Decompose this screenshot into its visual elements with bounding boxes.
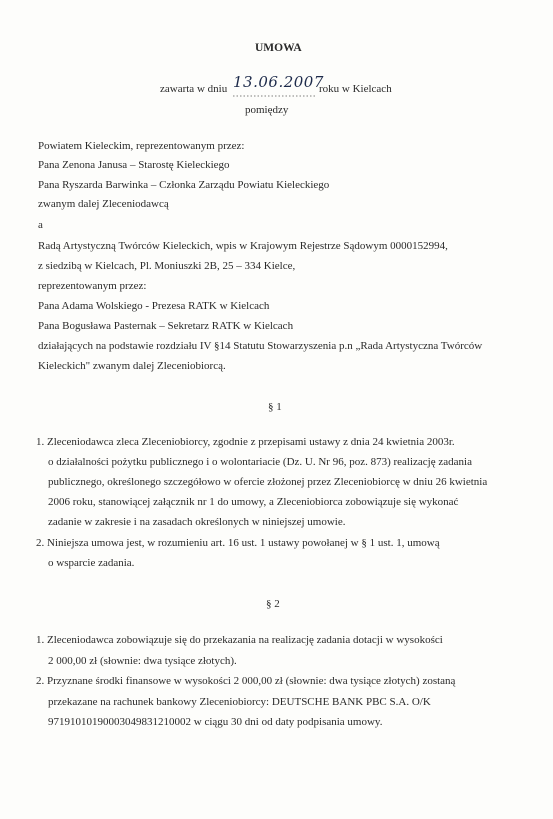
s2-item1-line: 2 000,00 zł (słownie: dwa tysiące złotych). [48, 655, 237, 667]
party2-line: Radą Artystyczną Twórców Kieleckich, wpis w Krajowym Rejestrze Sądowym 0000152994, [38, 240, 448, 252]
party1-line: zwanym dalej Zleceniodawcą [38, 198, 169, 210]
document-title: UMOWA [255, 42, 302, 54]
s1-item2-line: o wsparcie zadania. [48, 557, 135, 569]
section1-heading: § 1 [268, 401, 282, 413]
between-word: pomiędzy [245, 104, 289, 116]
party2-line: Pana Adama Wolskiego - Prezesa RATK w Kielcach [38, 300, 270, 312]
date-line-after: roku w Kielcach [319, 83, 392, 95]
handwritten-date-text: 13.06.2007 [233, 73, 324, 91]
party2-line: z siedzibą w Kielcach, Pl. Moniuszki 2B, 25 – 334 Kielce, [38, 260, 296, 272]
section2-heading: § 2 [266, 598, 280, 610]
s2-item2-line: przekazane na rachunek bankowy Zleceniobiorcy: DEUTSCHE BANK PBC S.A. O/K [48, 696, 431, 708]
party1-line: Pana Ryszarda Barwinka – Członka Zarządu Powiatu Kieleckiego [38, 179, 330, 191]
s1-item1-line: zadanie w zakresie i na zasadach określonych w niniejszej umowie. [48, 516, 346, 528]
date-dotted-underline [233, 74, 317, 100]
s1-item1-line: publicznego, określonego szczegółowo w ofercie złożonej przez Zleceniobiorcę w dniu 26 kwietnia [48, 476, 488, 488]
party1-line: Pana Zenona Janusa – Starostę Kieleckiego [38, 159, 230, 171]
party2-line: Kieleckich" zwanym dalej Zleceniobiorcą. [38, 360, 226, 372]
s1-item2-line: 2. Niniejsza umowa jest, w rozumieniu art. 16 ust. 1 ustawy powołanej w § 1 ust. 1, umową [36, 537, 440, 549]
s1-item1-line: o działalności pożytku publicznego i o wolontariacie (Dz. U. Nr 96, poz. 873) realizację zadania [48, 456, 472, 468]
date-line-before: zawarta w dniu [160, 83, 228, 95]
party2-line: Pana Bogusława Pasternak – Sekretarz RATK w Kielcach [38, 320, 294, 332]
s2-item1-line: 1. Zleceniodawca zobowiązuje się do przekazania na realizację zadania dotacji w wysokości [36, 634, 443, 646]
s1-item1-line: 1. Zleceniodawca zleca Zleceniobiorcy, zgodnie z przepisami ustawy z dnia 24 kwietnia 2003r. [36, 436, 455, 448]
handwritten-date [233, 73, 324, 100]
s1-item1-line: 2006 roku, stanowiącej załącznik nr 1 do umowy, a Zleceniobiorca zobowiązuje się wykonać [48, 496, 459, 508]
party2-line: działających na podstawie rozdziału IV §14 Statutu Stowarzyszenia p.n „Rada Artystyczna Twórców [38, 340, 483, 352]
s2-item2-line: 97191010190003049831210002 w ciągu 30 dni od daty podpisania umowy. [48, 716, 383, 728]
and-word: a [38, 219, 43, 231]
party2-line: reprezentowanym przez: [38, 280, 147, 292]
s2-item2-line: 2. Przyznane środki finansowe w wysokości 2 000,00 zł (słownie: dwa tysiące złotych) zostaną [36, 675, 456, 687]
party1-line: Powiatem Kieleckim, reprezentowanym przez: [38, 140, 245, 152]
